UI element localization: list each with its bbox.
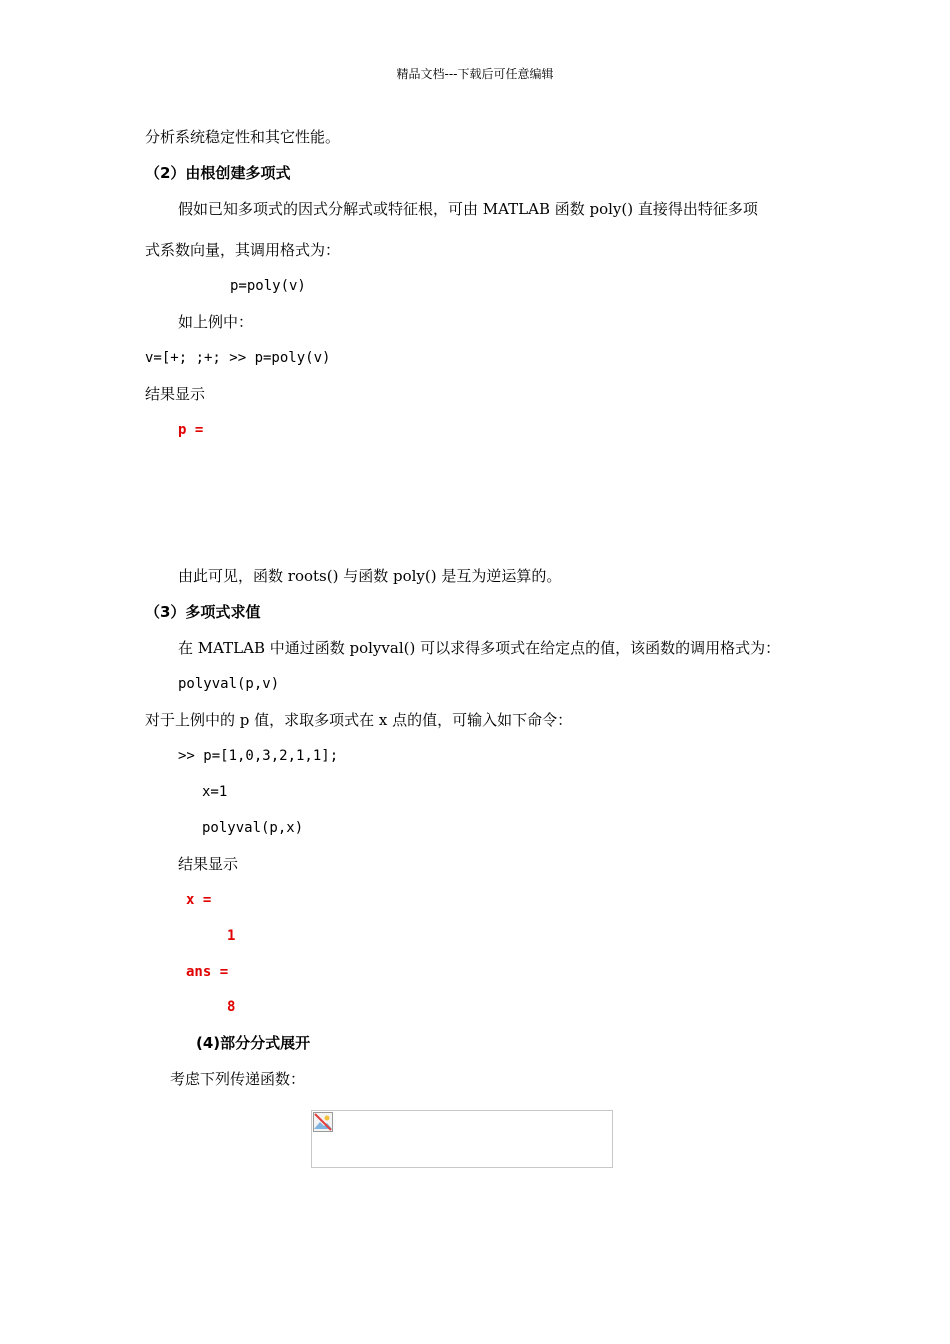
page-header: 精品文档---下载后可任意编辑	[396, 67, 554, 81]
code-line: polyval(p,x)	[202, 820, 304, 836]
result-label: 结果显示	[145, 385, 206, 403]
code-line: polyval(p,v)	[178, 676, 280, 692]
output-ans-value: 8	[227, 999, 236, 1015]
body-paragraph: 对于上例中的 p 值，求取多项式在 x 点的值，可输入如下命令：	[145, 711, 573, 729]
output-x-label: x =	[186, 892, 212, 908]
code-line: x=1	[202, 784, 228, 800]
output-ans-label: ans =	[186, 964, 229, 980]
output-x-value: 1	[227, 928, 236, 944]
body-paragraph-continuation: 式系数向量，其调用格式为：	[145, 241, 341, 259]
body-text-line: 由此可见，函数 roots() 与函数 poly() 是互为逆运算的。	[178, 567, 562, 585]
broken-image-icon	[313, 1112, 333, 1132]
code-line: p=poly(v)	[230, 278, 306, 294]
body-text-line: 考虑下列传递函数：	[170, 1070, 306, 1088]
body-text-line: 分析系统稳定性和其它性能。	[145, 128, 341, 146]
code-line: v=[+; ;+; >> p=poly(v)	[145, 350, 331, 366]
section-heading-3: （3）多项式求值	[145, 603, 261, 621]
body-text-line: 如上例中：	[178, 313, 254, 331]
body-paragraph: 在 MATLAB 中通过函数 polyval() 可以求得多项式在给定点的值，该函数的调用格式为：	[178, 639, 781, 657]
output-p: p =	[178, 422, 204, 438]
result-label: 结果显示	[178, 855, 239, 873]
section-heading-2: （2）由根创建多项式	[145, 164, 291, 182]
formula-image-placeholder	[311, 1110, 613, 1168]
code-line: >> p=[1,0,3,2,1,1];	[178, 748, 339, 764]
body-paragraph: 假如已知多项式的因式分解式或特征根，可由 MATLAB 函数 poly() 直接得出特征多项	[178, 200, 758, 218]
section-heading-4: (4)部分分式展开	[196, 1034, 311, 1052]
